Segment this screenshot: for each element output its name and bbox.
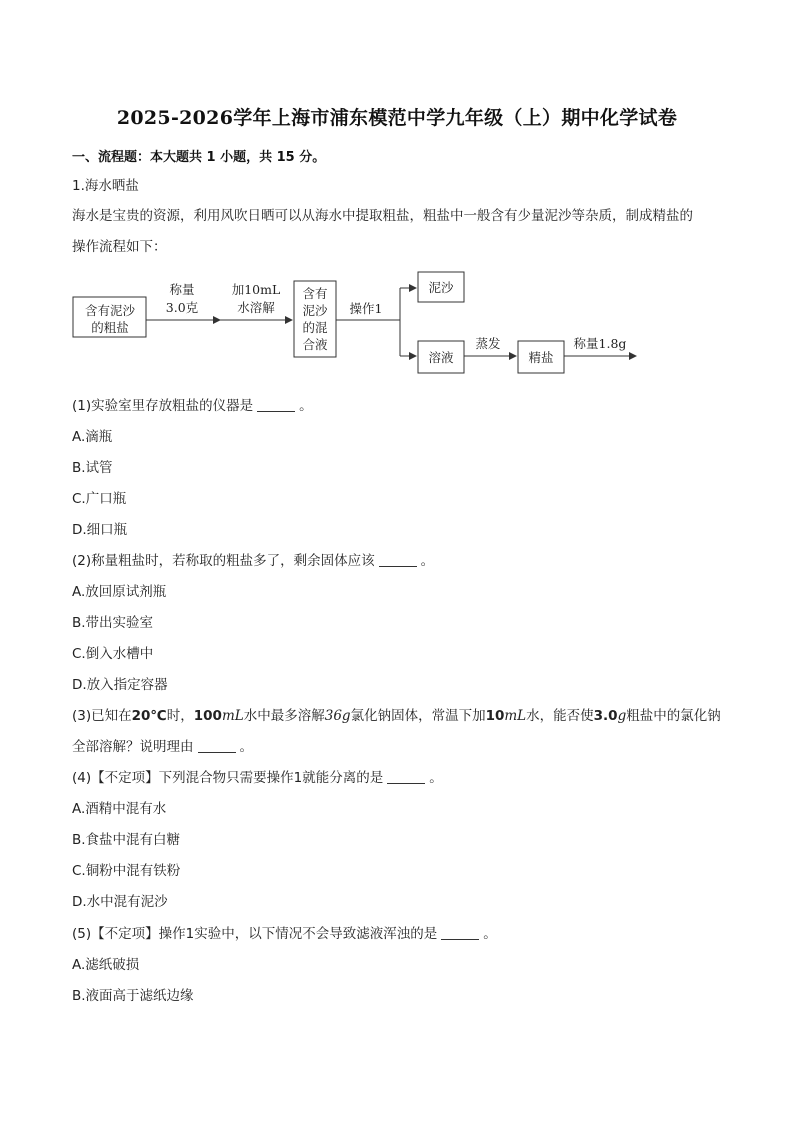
- section-header: 一、流程题：本大题共 1 小题，共 15 分。: [72, 150, 326, 165]
- box-sand-label: 泥沙: [428, 280, 454, 295]
- box-solution-label: 溶液: [428, 350, 454, 365]
- q2-stem: (2)称量粗盐时，若称取的粗盐多了，剩余固体应该 。: [72, 553, 435, 569]
- operation1-label: 操作1: [349, 301, 383, 316]
- q2-option-c: C.倒入水槽中: [72, 646, 154, 662]
- arrow-weigh-label-bottom: 3.0克: [165, 300, 199, 315]
- q4-stem: (4)【不定项】下列混合物只需要操作1就能分离的是 。: [72, 770, 443, 786]
- q1-option-a: A.滴瓶: [72, 429, 113, 445]
- box-mixture-line1: 含有: [302, 286, 328, 301]
- q5-option-a: A.滤纸破损: [72, 957, 140, 973]
- answer-blank[interactable]: [441, 925, 479, 940]
- q1-option-b: B.试管: [72, 460, 113, 476]
- q2-option-a: A.放回原试剂瓶: [72, 584, 167, 600]
- q1-option-d: D.细口瓶: [72, 522, 128, 538]
- q4-option-b: B.食盐中混有白糖: [72, 832, 181, 848]
- q3-stem-line2: 全部溶解？说明理由 。: [72, 739, 253, 755]
- answer-blank[interactable]: [387, 769, 425, 784]
- question-intro-line1: 海水是宝贵的资源，利用风吹日晒可以从海水中提取粗盐，粗盐中一般含有少量泥沙等杂质，制成精盐的: [72, 208, 693, 224]
- q1-stem: (1)实验室里存放粗盐的仪器是 。: [72, 398, 313, 414]
- question-intro-line2: 操作流程如下：: [72, 239, 167, 255]
- box-mixture-line2: 泥沙: [302, 303, 328, 318]
- q5-option-b: B.液面高于滤纸边缘: [72, 988, 194, 1004]
- process-flowchart: [70, 268, 650, 380]
- box-crude-salt-line1: 含有泥沙: [84, 303, 136, 318]
- box-mixture-line3: 的混: [302, 320, 328, 335]
- arrow-final-weigh-label: 称量1.8g: [573, 336, 627, 351]
- q5-stem: (5)【不定项】操作1实验中，以下情况不会导致滤液浑浊的是 。: [72, 926, 497, 942]
- page-title: 2025-2026学年上海市浦东模范中学九年级（上）期中化学试卷: [116, 107, 678, 129]
- arrow-dissolve-label-bottom: 水溶解: [237, 300, 275, 315]
- answer-blank[interactable]: [257, 397, 295, 412]
- box-mixture-line4: 合液: [302, 337, 328, 352]
- arrow-dissolve-label-top: 加10mL: [231, 282, 281, 297]
- q4-option-d: D.水中混有泥沙: [72, 894, 168, 910]
- q3-stem-line1: (3)已知在20℃时，100mL水中最多溶解36g氯化钠固体，常温下加10mL水，能否使3.0g粗盐中的氯化钠: [72, 708, 721, 724]
- box-crude-salt-line2: 的粗盐: [91, 320, 129, 335]
- box-fine-salt-label: 精盐: [528, 350, 554, 365]
- q2-option-b: B.带出实验室: [72, 615, 154, 631]
- q1-option-c: C.广口瓶: [72, 491, 127, 507]
- question-title: 1.海水晒盐: [72, 178, 139, 194]
- answer-blank[interactable]: [198, 738, 236, 753]
- arrow-weigh-label-top: 称量: [169, 282, 195, 297]
- q4-option-c: C.铜粉中混有铁粉: [72, 863, 181, 879]
- answer-blank[interactable]: [379, 552, 417, 567]
- q2-option-d: D.放入指定容器: [72, 677, 168, 693]
- arrow-evaporate-label: 蒸发: [475, 336, 501, 351]
- q4-option-a: A.酒精中混有水: [72, 801, 167, 817]
